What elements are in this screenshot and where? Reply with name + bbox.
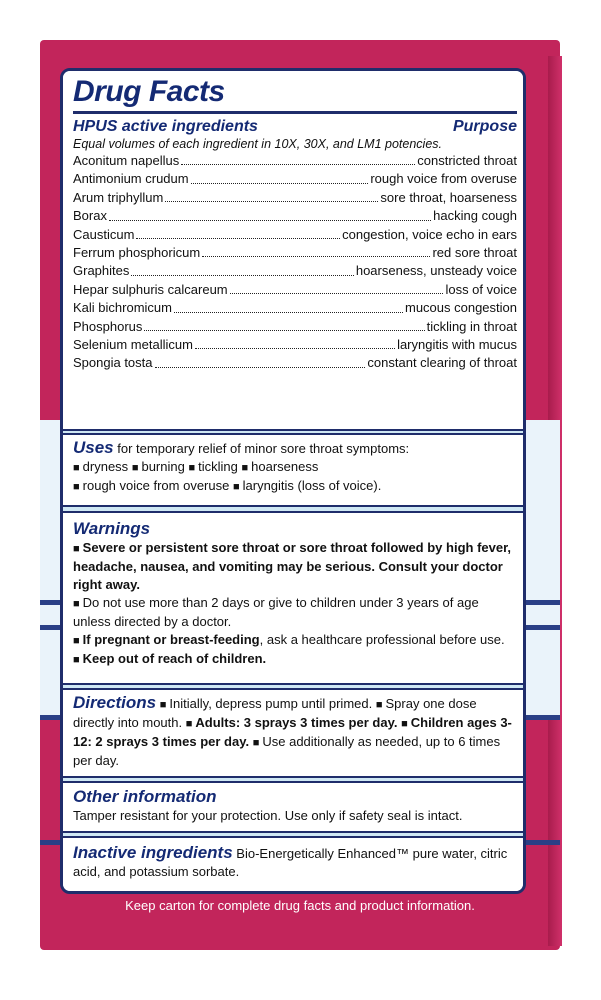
active-heading: HPUS active ingredients xyxy=(73,118,258,135)
dot-leader xyxy=(165,189,378,202)
ingredient-purpose: loss of voice xyxy=(445,281,517,297)
ingredient-purpose: tickling in throat xyxy=(426,318,517,334)
active-header xyxy=(73,118,517,136)
uses-section xyxy=(63,433,523,507)
dot-leader xyxy=(230,281,444,294)
ingredient-row xyxy=(73,262,517,280)
direction-additional: ■ Use additionally as needed, up to 6 times per day. xyxy=(73,734,500,768)
uses-item: ■ tickling xyxy=(188,459,237,474)
ingredient-purpose: constant clearing of throat xyxy=(367,355,517,371)
ingredient-row xyxy=(73,189,517,207)
drug-facts-panel xyxy=(60,68,526,894)
warning-pregnancy-bold: If pregnant or breast-feeding xyxy=(82,632,260,647)
warning-children: ■ Keep out of reach of children. xyxy=(73,650,517,669)
inactive-text: Bio-Energetically Enhanced™ pure water, citric acid, and potassium sorbate. xyxy=(73,846,508,879)
ingredient-name: Antimonium crudum xyxy=(73,171,189,187)
ingredient-purpose: sore throat, hoarseness xyxy=(380,189,517,205)
ingredient-name: Aconitum napellus xyxy=(73,153,180,168)
ingredient-row xyxy=(73,281,517,299)
dot-leader xyxy=(144,318,424,331)
ingredient-row xyxy=(73,226,517,244)
dot-leader xyxy=(136,226,340,239)
warnings-section xyxy=(63,511,523,685)
inactive-ingredients-section xyxy=(63,836,523,892)
directions-section xyxy=(63,688,523,778)
ingredient-name: Ferrum phosphoricum xyxy=(73,245,201,261)
ingredient-name: Borax xyxy=(73,208,107,224)
inactive-heading: Inactive ingredients xyxy=(73,843,233,862)
ingredient-name: Spongia tosta xyxy=(73,355,153,371)
uses-item: ■ hoarseness xyxy=(242,459,319,474)
ingredient-row xyxy=(73,354,517,372)
ingredient-purpose: constricted throat xyxy=(417,153,517,168)
uses-item: ■ rough voice from overuse xyxy=(73,478,229,493)
ingredient-row xyxy=(73,170,517,188)
ingredient-name: Phosphorus xyxy=(73,318,143,334)
direction-prime: ■ Initially, depress pump until primed. xyxy=(160,696,372,711)
ingredient-row xyxy=(73,244,517,262)
dot-leader xyxy=(109,207,431,220)
ingredient-purpose: laryngitis with mucus xyxy=(397,337,517,353)
dot-leader xyxy=(181,152,415,165)
dot-leader xyxy=(191,170,369,183)
drug-facts-title: Drug Facts xyxy=(73,75,517,114)
other-information-section xyxy=(63,781,523,833)
ingredient-row xyxy=(73,207,517,225)
ingredient-row xyxy=(73,318,517,336)
ingredient-purpose: rough voice from overuse xyxy=(370,171,517,187)
ingredient-name: Selenium metallicum xyxy=(73,337,193,353)
uses-intro: for temporary relief of minor sore throat symptoms: xyxy=(117,441,410,456)
ingredient-purpose: mucous congestion xyxy=(404,300,517,316)
carton-footer: Keep carton for complete drug facts and product information. xyxy=(125,898,475,913)
warning-pregnancy xyxy=(73,631,517,650)
ingredient-row xyxy=(73,152,517,170)
ingredient-purpose: hacking cough xyxy=(433,208,517,224)
direction-adults: ■ Adults: 3 sprays 3 times per day. xyxy=(186,715,398,730)
ingredient-name: Arum triphyllum xyxy=(73,189,164,205)
warning-severe: ■ Severe or persistent sore throat or sore throat followed by high fever, headache, nausea, and vomiting may be serious. Consult your doctor right away. xyxy=(73,539,517,594)
other-text: Tamper resistant for your protection. Use only if safety seal is intact. xyxy=(73,808,463,823)
ingredient-purpose: congestion, voice echo in ears xyxy=(342,226,517,242)
dot-leader xyxy=(155,354,366,367)
active-ingredients-section xyxy=(63,71,523,431)
directions-heading: Directions xyxy=(73,693,157,712)
ingredient-purpose: red sore throat xyxy=(432,245,517,261)
ingredient-purpose: hoarseness, unsteady voice xyxy=(355,263,517,279)
dot-leader xyxy=(195,336,395,349)
dot-leader xyxy=(174,299,403,312)
potency-note: Equal volumes of each ingredient in 10X, 30X, and LM1 potencies. xyxy=(73,137,442,151)
direction-children: ■ Children ages 3-12: 2 sprays 3 times per day. xyxy=(73,715,512,749)
ingredient-name: Kali bichromicum xyxy=(73,300,172,316)
ingredient-list xyxy=(73,152,517,373)
ingredient-name: Graphites xyxy=(73,263,130,279)
ingredient-row xyxy=(73,336,517,354)
dot-leader xyxy=(202,244,430,257)
uses-item: ■ laryngitis (loss of voice). xyxy=(233,478,381,493)
warning-duration: ■ Do not use more than 2 days or give to children under 3 years of age unless directed by a doctor. xyxy=(73,594,517,631)
uses-item: ■ dryness xyxy=(73,459,128,474)
direction-spray: ■ Spray one dose directly into mouth. xyxy=(73,696,477,730)
warning-pregnancy-rest: , ask a healthcare professional before use. xyxy=(259,632,505,647)
purpose-heading: Purpose xyxy=(452,118,517,135)
dot-leader xyxy=(131,262,353,275)
ingredient-row xyxy=(73,299,517,317)
other-heading: Other information xyxy=(73,787,217,806)
uses-item: ■ burning xyxy=(132,459,185,474)
ingredient-name: Hepar sulphuris calcareum xyxy=(73,281,228,297)
ingredient-name: Causticum xyxy=(73,226,135,242)
uses-heading: Uses xyxy=(73,438,114,457)
warnings-heading: Warnings xyxy=(73,519,151,538)
